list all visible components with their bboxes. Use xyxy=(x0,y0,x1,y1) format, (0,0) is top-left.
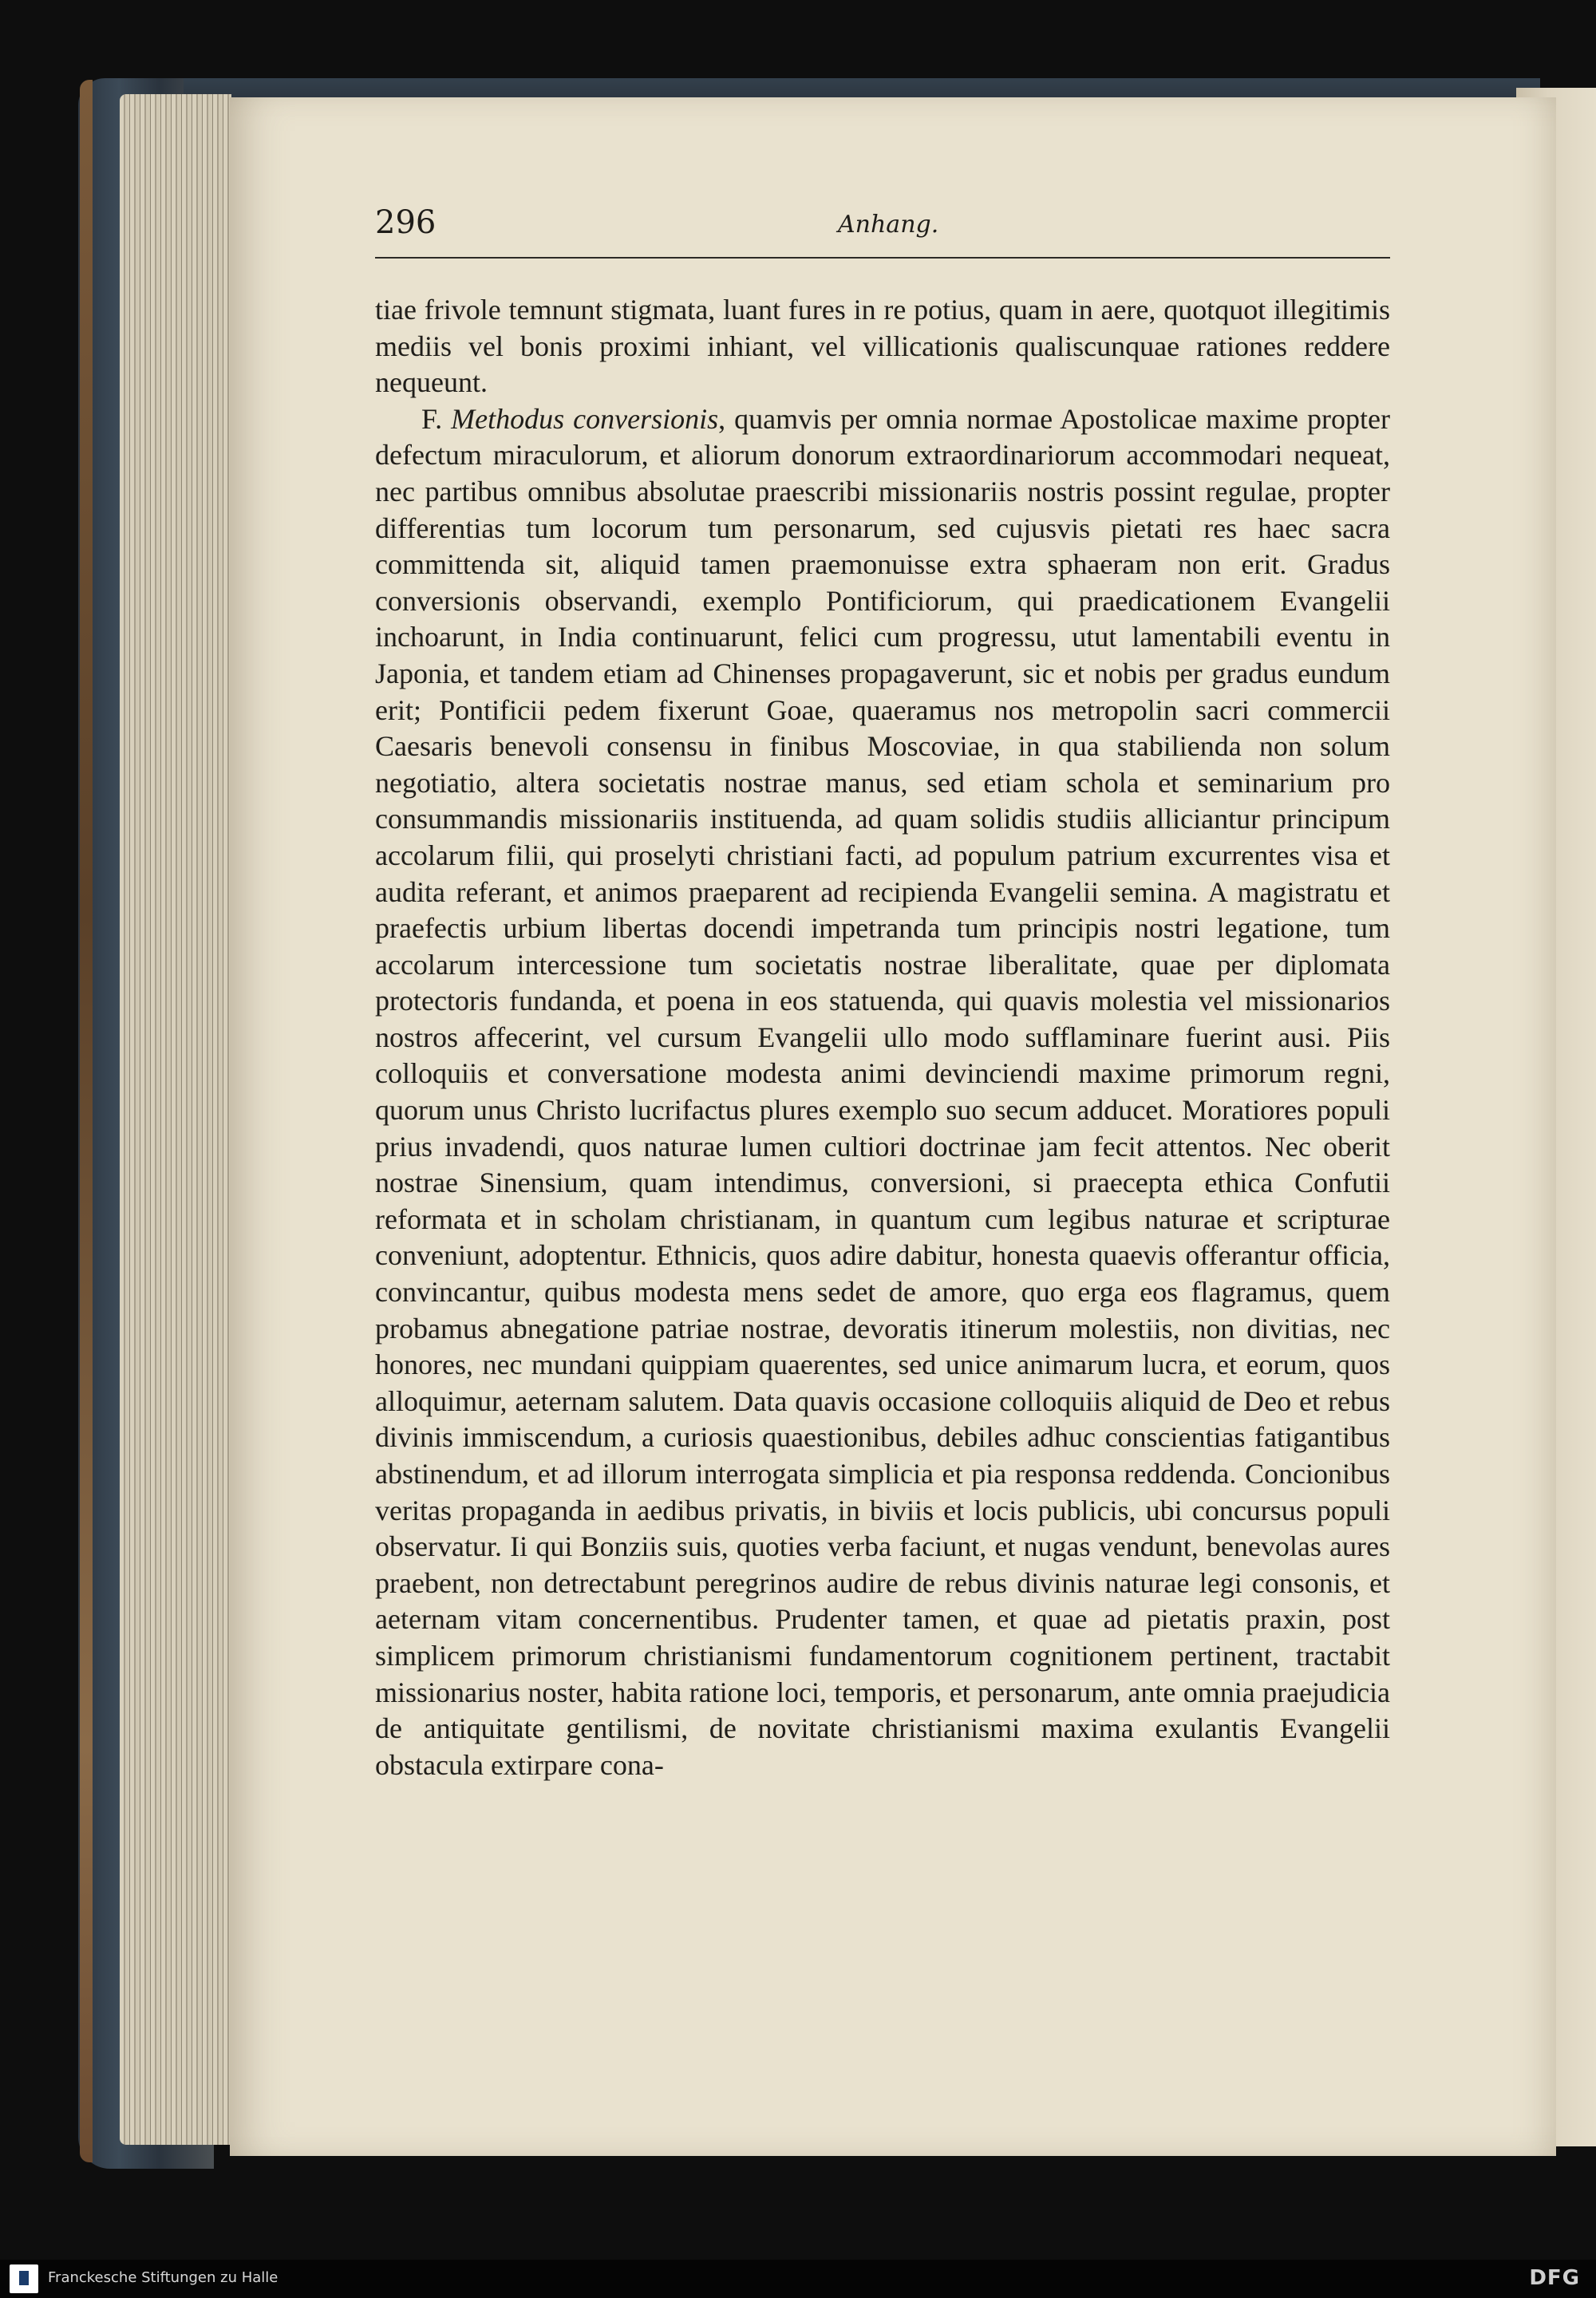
section-letter: F. xyxy=(421,402,443,435)
page-number: 296 xyxy=(375,204,437,241)
cover-edge xyxy=(80,80,93,2162)
footer-bar xyxy=(0,2260,1596,2298)
funder-logo: DFG xyxy=(1529,2266,1580,2290)
page-header xyxy=(375,199,1390,259)
paragraph xyxy=(375,401,1390,1784)
running-head: Anhang. xyxy=(838,211,939,239)
paragraph: tiae frivole temnunt stigmata, luant fures in re potius, quam in aere, quotquot illegitimis mediis vel bonis proximi inhiant, vel villicationis qualiscunquae rationes reddere nequeunt. xyxy=(375,294,1390,399)
logo-mark xyxy=(19,2271,29,2285)
page-edges xyxy=(120,94,231,2145)
section-title: Methodus conversionis xyxy=(451,402,719,435)
institution-label: Franckesche Stiftungen zu Halle xyxy=(48,2269,279,2286)
paragraph-text: , quamvis per omnia normae Apostolicae maxime propter defectum miraculorum, et aliorum donorum extraordinariorum accommodari nequeat, nec partibus omnibus absolutae praescribi missionariis nostris possint regulae, propter differentias tum locorum tum personarum, sed cujusvis pietati res haec sacra committenda sit, aliquid tamen praemonuisse extra sphaeram non erit. Gradus conversionis observandi, exemplo Pontificiorum, qui praedicationem Evangelii inchoarunt, in India continuarunt, felici cum progressu, utut lamentabili eventu in Japonia, et tandem etiam ad Chinenses propagaverunt, sic et nobis per gradus eundum erit; Pontificii pedem fixerunt Goae, quaeramus nos metropolin sacri commercii Caesaris benevoli consensu in finibus Moscoviae, in qua stabilienda non solum negotiatio, altera societatis nostrae manus, sed etiam schola et seminarium pro consummandis missionariis instituenda, ad quam solidis studiis alliciantur principum accolarum filii, qui proselyti christiani facti, ad populum patrium excurrentes visa et audita referant, et animos praeparent ad recipienda Evangelii semina. A magistratu et praefectis urbium libertas docendi impetranda tum principis nostri legatione, tum accolarum intercessione tum societatis nostrae liberalitate, quae per diplomata protectoris fundanda, et poena in eos statuenda, qui quavis molestia vel missionarios nostros affecerint, vel cursum Evangelii ullo modo sufflaminare fuerint ausi. Piis colloquiis et conversatione modesta animi devinciendi maxime primorum regni, quorum unus Christo lucrifactus plures exemplo suo secum adducet. Moratiores populi prius invadendi, quos naturae lumen cultiori doctrinae jam fecit attentos. Nec oberit nostrae Sinensium, quam intendimus, conversioni, si praecepta ethica Confutii reformata et in scholam christianam, in quantum cum legibus naturae et scripturae conveniunt, adoptentur. Ethnicis, quos adire dabitur, honesta quaevis offerantur officia, convincantur, quibus modesta mens sedet de amore, quo erga eos flagramus, quem probamus abnegatione patriae nostrae, devoratis itinerum molestiis, non divitias, nec honores, nec mundani quippiam quaerentes, sed unice animarum lucra, et eorum, quos alloquimur, aeternam salutem. Data quavis occasione colloquiis aliquid de Deo et rebus divinis immiscendum, a curiosis quaestionibus, debiles adhuc conscientias fatigantibus abstinendum, et ad illorum interrogata simplicia et pia responsa reddenda. Concionibus veritas propaganda in aedibus privatis, in biviis et locis publicis, ubi concursus populi observatur. Ii qui Bonziis suis, quoties verba faciunt, et nugas vendunt, benevolas aures praebent, non detrectabunt peregrinos audire de rebus divinis naturae legi consonis, et aeternam vitam concernentibus. Prudenter tamen, et quae ad pietatis praxin, post simplicem primorum christianismi fundamentorum cognitionem pertinent, tractabit missionarius noster, habita ratione loci, temporis, et personarum, ante omnia praejudicia de antiquitate gentilismi, de novitate christianismi maxima exulantis Evangelii obstacula extirpare cona- xyxy=(375,402,1390,1781)
body-text xyxy=(375,292,1390,1783)
